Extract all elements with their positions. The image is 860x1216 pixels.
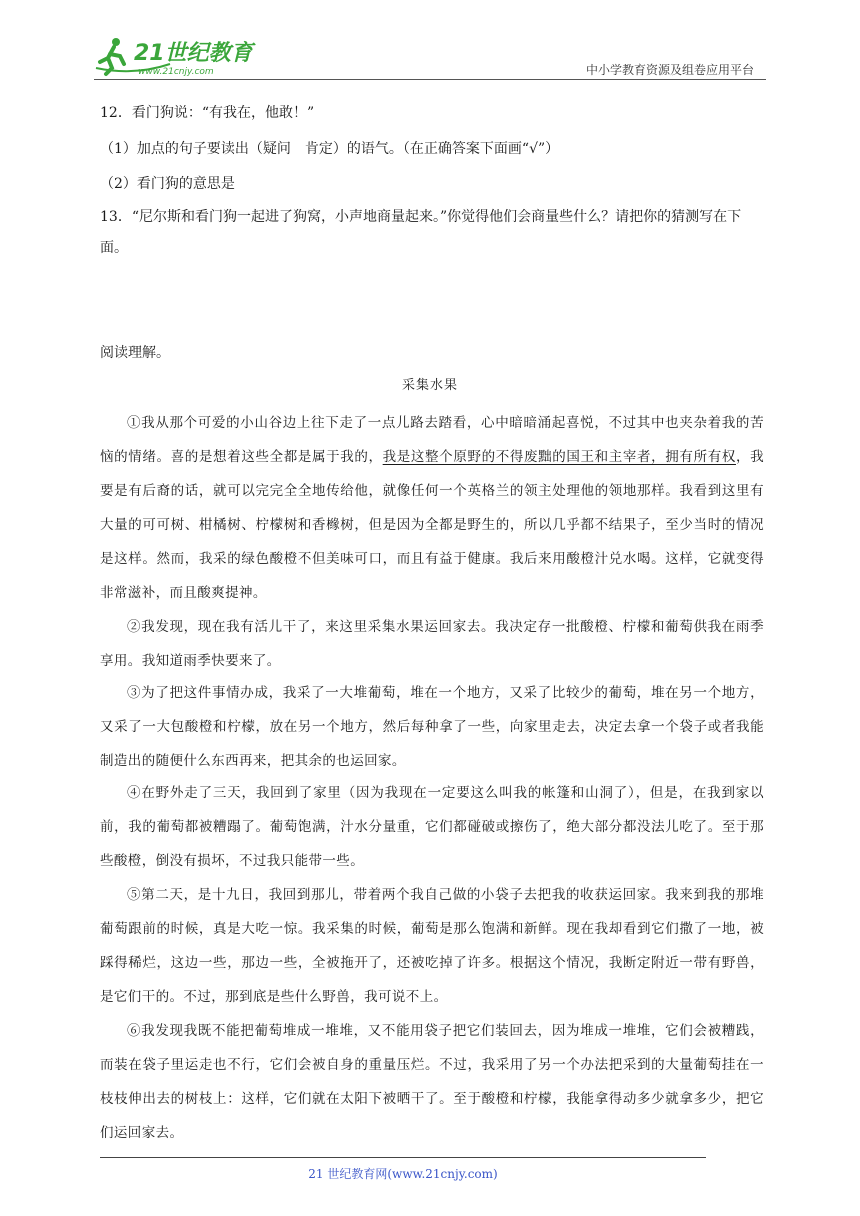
article-paragraph-2: ②我发现，现在我有活儿干了，来这里采集水果运回家去。我决定存一批酸橙、柠檬和葡萄供我在雨季享用。我知道雨季快要来了。	[100, 619, 764, 669]
platform-name: 中小学教育资源及组卷应用平台	[585, 63, 754, 77]
article-paragraph-3: ③为了把这件事情办成，我采了一大堆葡萄，堆在一个地方，又采了比较少的葡萄，堆在另一个地方，又采了一大包酸橙和柠檬，放在另一个地方，然后每种拿了一些，向家里走去，决定去拿一个袋子或者我能制造出的随便什么东西再来，把其余的也运回家。	[100, 685, 764, 769]
header-divider	[94, 79, 766, 80]
section-label: 阅读理解。	[100, 345, 170, 361]
article-title: 采集水果	[401, 378, 458, 393]
article-paragraph-4: ④在野外走了三天，我回到了家里（因为我现在一定要这么叫我的帐篷和山洞了），但是，在我到家以前，我的葡萄都被糟蹋了。葡萄饱满，汁水分量重，它们都碰破或擦伤了，绝大部分都没法儿吃了。至于那些酸橙，倒没有损坏，不过我只能带一些。	[100, 785, 764, 869]
footer-text: 21 世纪教育网(www.21cnjy.com)	[308, 1167, 498, 1181]
article-paragraph-6: ⑥我发现我既不能把葡萄堆成一堆堆，又不能用袋子把它们装回去，因为堆成一堆堆，它们会被糟践，而装在袋子里运走也不行，它们会被自身的重量压烂。不过，我采用了另一个办法把采到的大量葡萄挂在一枝枝伸出去的树枝上：这样，它们就在太阳下被晒干了。至于酸橙和柠檬，我能拿得动多少就拿多少，把它们运回家去。	[100, 1023, 764, 1141]
paragraph-1-text-b: ，我要是有后裔的话，就可以完完全全地传给他，就像任何一个英格兰的领主处理他的领地那样。我看到这里有大量的可可树、柑橘树、柠檬树和香橼树，但是因为全都是野生的，所以几乎都不结果子，至少当时的情况是这样。然而，我采的绿色酸橙不但美味可口，而且有益于健康。我后来用酸橙汁兑水喝。这样，它就变得非常滋补，而且酸爽提神。	[100, 449, 765, 601]
page-header	[94, 34, 760, 78]
question-13: 13．“尼尔斯和看门狗一起进了狗窝，小声地商量起来。”你觉得他们会商量些什么？请把你的猜测写在下面。	[100, 209, 742, 256]
article-paragraph-1	[100, 406, 764, 610]
paragraph-1-text-a: ①我从那个可爱的小山谷边上往下走了一点儿路去踏看，心中暗暗涌起喜悦，不过其中也夹杂着我的苦恼的情绪。喜的是想着这些全都是属于我的，	[100, 415, 764, 465]
underlined-sentence: 我是这整个原野的不得废黜的国王和主宰者，拥有所有权	[382, 449, 736, 465]
question-12: 12．看门狗说：“有我在，他敢！”	[100, 105, 315, 121]
site-logo	[94, 34, 264, 78]
question-12-part-2: （2）看门狗的意思是	[100, 176, 235, 192]
question-12-part-1: （1）加点的句子要读出（疑问 肯定）的语气。（在正确答案下面画“√”）	[100, 141, 560, 157]
article-paragraph-5: ⑤第二天，是十九日，我回到那儿，带着两个我自己做的小袋子去把我的收获运回家。我来到我的那堆葡萄跟前的时候，真是大吃一惊。我采集的时候，葡萄是那么饱满和新鲜。现在我却看到它们撒了一地，被踩得稀烂，这边一些，那边一些，全被拖开了，还被吃掉了许多。根据这个情况，我断定附近一带有野兽，是它们干的。不过，那到底是些什么野兽，我可说不上。	[100, 887, 764, 1005]
footer-divider	[100, 1157, 706, 1158]
logo-url: www.21cnjy.com	[138, 67, 214, 77]
logo-text: 21世纪教育	[134, 41, 253, 66]
